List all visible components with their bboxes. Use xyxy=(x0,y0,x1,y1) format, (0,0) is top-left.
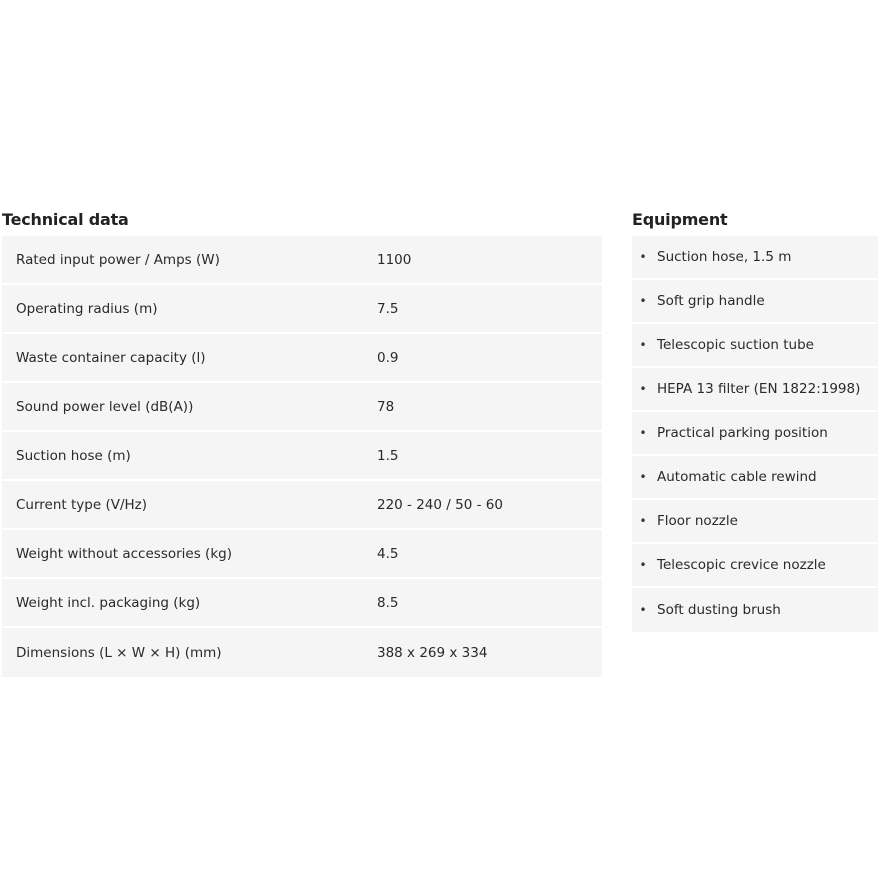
table-row xyxy=(2,383,602,432)
equipment-title: Equipment xyxy=(632,210,728,229)
bullet-icon: • xyxy=(639,558,647,572)
spec-value: 8.5 xyxy=(377,579,602,628)
equipment-item-label: Telescopic crevice nozzle xyxy=(657,557,826,573)
spec-label: Weight without accessories (kg) xyxy=(2,530,377,579)
spec-label: Suction hose (m) xyxy=(2,432,377,481)
spec-value: 4.5 xyxy=(377,530,602,579)
technical-data-table xyxy=(2,236,602,677)
bullet-icon: • xyxy=(639,426,647,440)
table-row xyxy=(2,481,602,530)
spec-label: Weight incl. packaging (kg) xyxy=(2,579,377,628)
table-row xyxy=(2,432,602,481)
list-item xyxy=(632,500,878,544)
spec-label: Rated input power / Amps (W) xyxy=(2,236,377,285)
bullet-icon: • xyxy=(639,338,647,352)
list-item xyxy=(632,368,878,412)
spec-value: 388 x 269 x 334 xyxy=(377,644,488,661)
list-item xyxy=(632,236,878,280)
equipment-item-label: Soft dusting brush xyxy=(657,602,781,618)
spec-label: Waste container capacity (l) xyxy=(2,334,377,383)
table-row xyxy=(2,530,602,579)
equipment-item-label: Automatic cable rewind xyxy=(657,469,817,485)
list-item xyxy=(632,324,878,368)
equipment-list xyxy=(632,236,878,632)
spec-value: 78 xyxy=(377,383,602,432)
spec-value: 7.5 xyxy=(377,285,602,334)
spec-label: Current type (V/Hz) xyxy=(2,481,377,530)
table-row xyxy=(2,579,602,628)
bullet-icon: • xyxy=(639,294,647,308)
equipment-item-label: HEPA 13 filter (EN 1822:1998) xyxy=(657,381,861,397)
bullet-icon: • xyxy=(639,470,647,484)
equipment-item-label: Suction hose, 1.5 m xyxy=(657,249,792,265)
spec-value: 0.9 xyxy=(377,334,602,383)
equipment-item-label: Floor nozzle xyxy=(657,513,738,529)
table-row xyxy=(2,334,602,383)
table-row xyxy=(2,236,602,285)
equipment-item-label: Soft grip handle xyxy=(657,293,765,309)
bullet-icon: • xyxy=(639,603,647,617)
list-item xyxy=(632,456,878,500)
table-row xyxy=(2,285,602,334)
spec-label: Dimensions (L × W × H) (mm) xyxy=(16,644,222,661)
technical-data-section xyxy=(2,206,602,677)
list-item xyxy=(632,544,878,588)
list-item xyxy=(632,280,878,324)
list-item xyxy=(632,412,878,456)
bullet-icon: • xyxy=(639,382,647,396)
equipment-item-label: Telescopic suction tube xyxy=(657,337,814,353)
equipment-item-label: Practical parking position xyxy=(657,425,828,441)
list-item xyxy=(632,588,878,632)
spec-value: 220 - 240 / 50 - 60 xyxy=(377,481,602,530)
table-row xyxy=(2,628,602,677)
spec-label: Sound power level (dB(A)) xyxy=(2,383,377,432)
technical-data-title: Technical data xyxy=(2,210,129,229)
spec-value: 1100 xyxy=(377,236,602,285)
spec-value: 1.5 xyxy=(377,432,602,481)
bullet-icon: • xyxy=(639,250,647,264)
spec-label: Operating radius (m) xyxy=(2,285,377,334)
equipment-section xyxy=(632,206,878,632)
bullet-icon: • xyxy=(639,514,647,528)
